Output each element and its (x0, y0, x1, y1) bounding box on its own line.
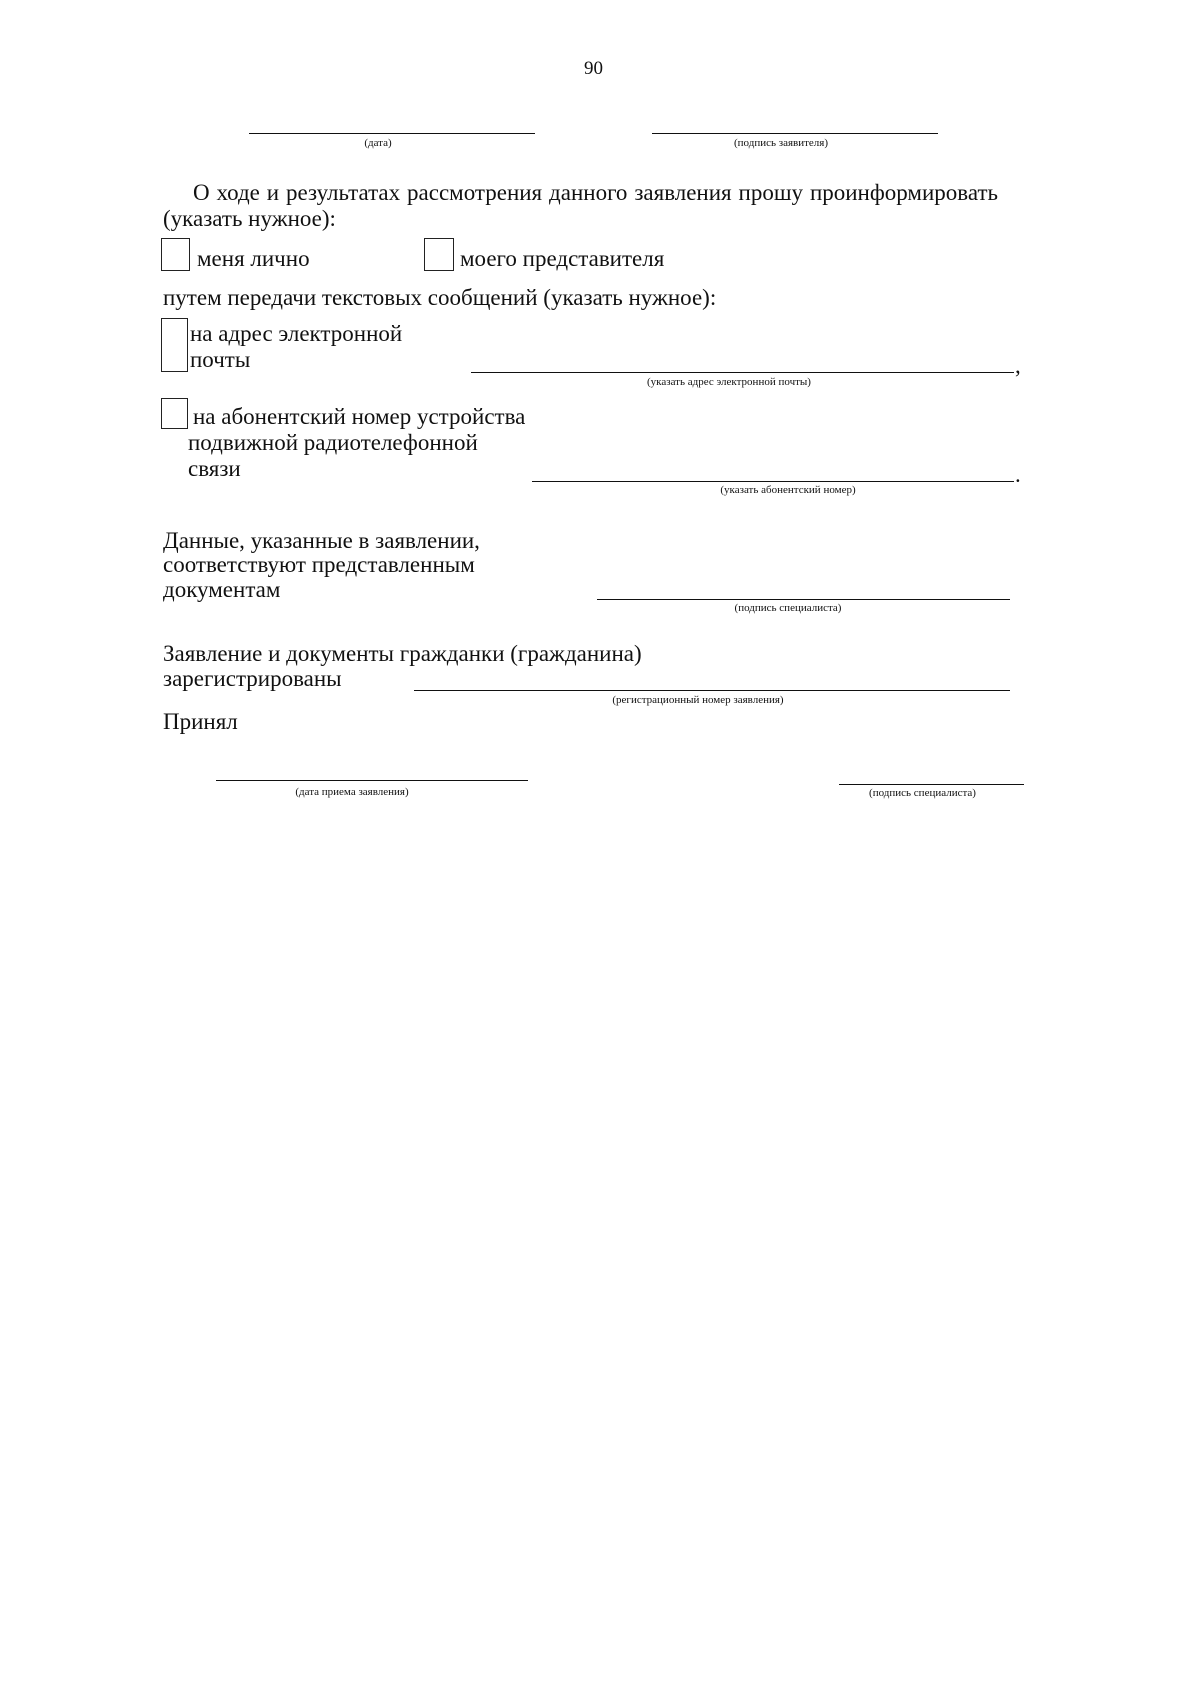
checkbox-representative[interactable] (424, 238, 454, 271)
phone-field-caption: (указать абонентский номер) (720, 484, 856, 496)
option-representative-label: моего представителя (460, 246, 665, 271)
delivery-method-heading: путем передачи текстовых сообщений (указать нужное): (163, 285, 717, 310)
acceptance-date-line[interactable] (216, 780, 528, 781)
phone-option-line3: связи (188, 456, 241, 481)
page-number: 90 (584, 58, 603, 79)
data-match-line1: Данные, указанные в заявлении, (163, 528, 480, 553)
checkbox-email[interactable] (161, 318, 188, 372)
checkbox-phone[interactable] (161, 398, 188, 429)
specialist-signature-caption: (подпись специалиста) (734, 602, 842, 614)
registration-number-field[interactable] (414, 690, 1010, 691)
phone-number-field[interactable] (532, 481, 1014, 482)
phone-trailing-period: . (1015, 462, 1021, 487)
data-match-line3: документам (163, 577, 281, 602)
option-personally-label: меня лично (197, 246, 310, 271)
email-address-field[interactable] (471, 372, 1014, 373)
checkbox-personally[interactable] (161, 238, 190, 271)
applicant-signature-caption: (подпись заявителя) (733, 137, 829, 149)
date-line[interactable] (249, 133, 535, 134)
email-option-line2: почты (190, 347, 251, 372)
accepting-specialist-signature-line[interactable] (839, 784, 1024, 785)
applicant-signature-line[interactable] (652, 133, 938, 134)
registration-line1: Заявление и документы гражданки (гражданина) (163, 641, 642, 666)
email-trailing-comma: , (1015, 353, 1021, 378)
acceptance-date-caption: (дата приема заявления) (295, 786, 409, 798)
accepting-specialist-signature-caption: (подпись специалиста) (869, 787, 976, 799)
inform-request-line2: (указать нужное): (163, 206, 336, 231)
email-field-caption: (указать адрес электронной почты) (647, 376, 811, 388)
date-caption: (дата) (364, 137, 392, 149)
registration-number-caption: (регистрационный номер заявления) (612, 694, 784, 706)
inform-request-line1: О ходе и результатах рассмотрения данного заявления прошу проинформировать (193, 180, 998, 205)
email-option-line1: на адрес электронной (190, 321, 403, 346)
phone-option-line1: на абонентский номер устройства (193, 404, 526, 429)
accepted-label: Принял (163, 709, 238, 734)
data-match-line2: соответствуют представленным (163, 552, 475, 577)
specialist-signature-line[interactable] (597, 599, 1010, 600)
phone-option-line2: подвижной радиотелефонной (188, 430, 478, 455)
registration-line2: зарегистрированы (163, 666, 342, 691)
